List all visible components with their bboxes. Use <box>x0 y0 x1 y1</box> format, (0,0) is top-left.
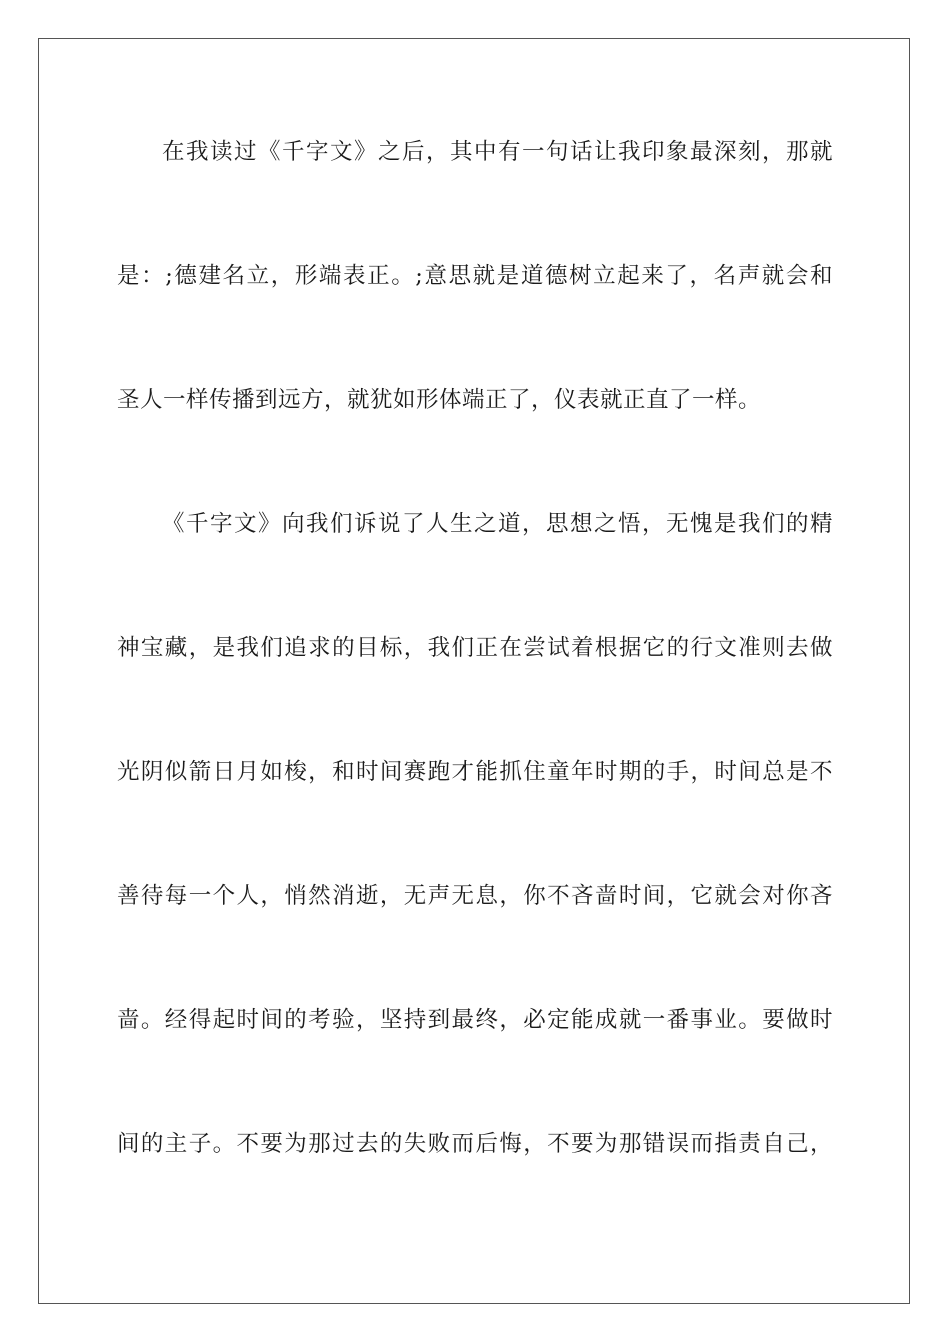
paragraph-2-line-2: 神宝藏，是我们追求的目标，我们正在尝试着根据它的行文准则去做 <box>117 635 833 661</box>
paragraph-2-line-3: 光阴似箭日月如梭，和时间赛跑才能抓住童年时期的手，时间总是不 <box>117 759 833 785</box>
paragraph-2-line-4: 善待每一个人，悄然消逝，无声无息，你不吝啬时间，它就会对你吝 <box>117 883 833 909</box>
paragraph-2-line-1: 《千字文》向我们诉说了人生之道，思想之悟，无愧是我们的精 <box>162 511 833 537</box>
paragraph-1-line-2: 是：;德建名立，形端表正。;意思就是道德树立起来了，名声就会和 <box>117 263 833 289</box>
paragraph-1-line-3: 圣人一样传播到远方，就犹如形体端正了，仪表就正直了一样。 <box>117 387 762 413</box>
paragraph-1-line-1: 在我读过《千字文》之后，其中有一句话让我印象最深刻，那就 <box>162 139 833 165</box>
paragraph-2-line-5: 啬。经得起时间的考验，坚持到最终，必定能成就一番事业。要做时 <box>117 1007 833 1033</box>
paragraph-2-line-6: 间的主子。不要为那过去的失败而后悔，不要为那错误而指责自己， <box>117 1131 833 1157</box>
page-border <box>38 38 910 1304</box>
